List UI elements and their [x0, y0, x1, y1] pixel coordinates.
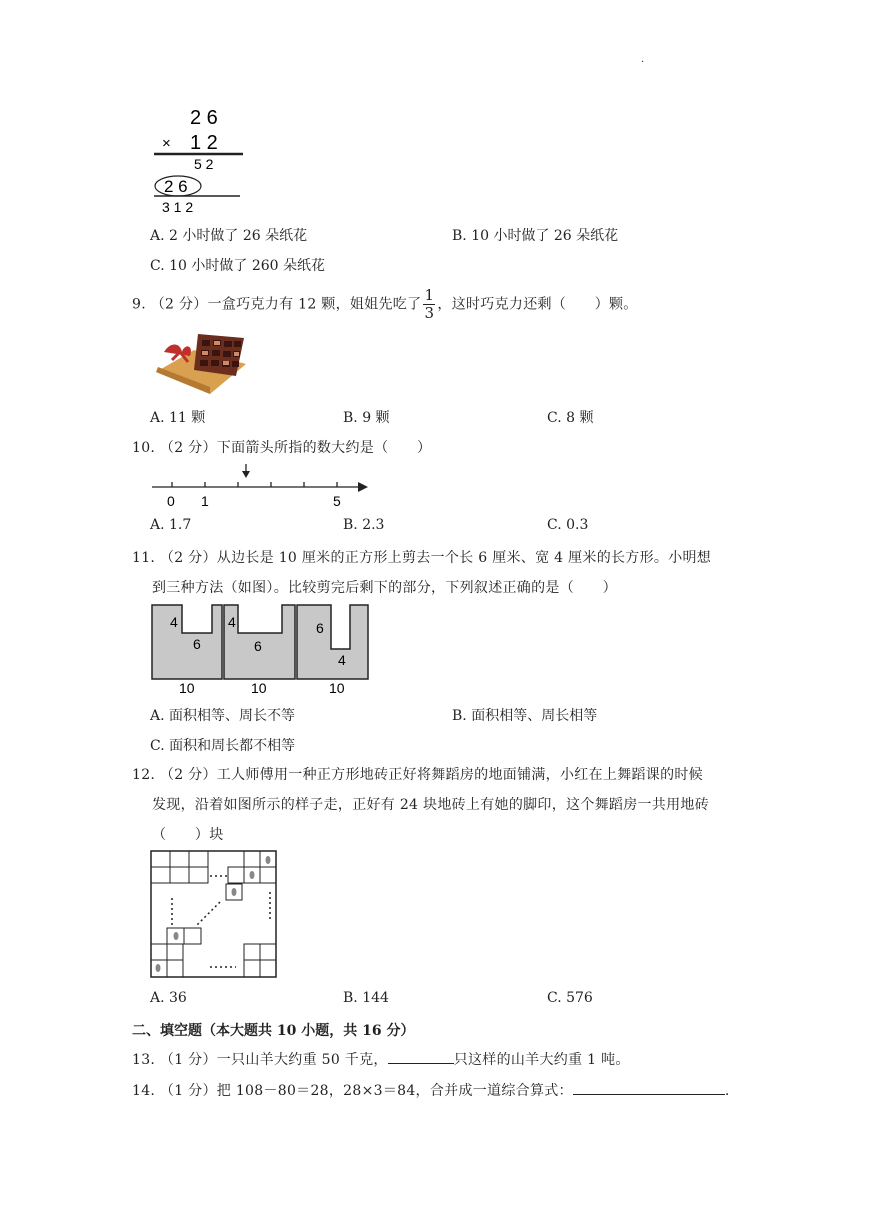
calc-multiplier: 1 2	[190, 132, 218, 154]
calc-multiplicand: 2 6	[190, 107, 218, 129]
label-b-6: 6	[254, 638, 262, 654]
q10-option-a[interactable]: A. 1.7	[150, 517, 192, 533]
q10-option-c[interactable]: C. 0.3	[547, 517, 589, 533]
q11-option-c[interactable]: C. 面积和周长都不相等	[150, 738, 296, 754]
tick-label-1: 1	[201, 493, 209, 509]
q12-option-b[interactable]: B. 144	[343, 990, 389, 1006]
q11-option-a[interactable]: A. 面积相等、周长不等	[150, 708, 296, 724]
q11-option-b[interactable]: B. 面积相等、周长相等	[452, 708, 598, 724]
label-c-6: 6	[316, 620, 324, 636]
q9-option-a[interactable]: A. 11 颗	[150, 410, 206, 426]
q9-fraction	[423, 288, 435, 321]
q12-option-c[interactable]: C. 576	[547, 990, 593, 1006]
q8-option-a[interactable]: A. 2 小时做了 26 朵纸花	[150, 228, 308, 244]
calc-partial-2: 2 6	[164, 177, 188, 196]
q12-option-a[interactable]: A. 36	[150, 990, 187, 1006]
q14-answer-blank[interactable]	[573, 1080, 725, 1095]
q13-text-a: 13. （1 分）一只山羊大约重 50 千克，	[132, 1052, 388, 1068]
q9-text-b: ，这时巧克力还剩（ ）颗。	[437, 296, 638, 313]
q10-text: 10. （2 分）下面箭头所指的数大约是（ ）	[132, 440, 432, 456]
fraction-denominator: 3	[424, 304, 435, 322]
label-c-10: 10	[329, 680, 345, 696]
q8-option-b[interactable]: B. 10 小时做了 26 朵纸花	[452, 228, 619, 244]
q10-option-b[interactable]: B. 2.3	[343, 517, 385, 533]
q14-text-a: 14. （1 分）把 108－80＝28，28×3＝84，合并成一道综合算式：	[132, 1083, 573, 1099]
q13-text	[132, 1049, 630, 1069]
q9-text	[132, 288, 638, 321]
q12-line-3: （ ）块	[152, 827, 224, 843]
q12-line-1: 12. （2 分）工人师傅用一种正方形地砖正好将舞蹈房的地面铺满，小红在上舞蹈课的时候	[132, 767, 703, 783]
chocolate-box-image	[150, 330, 250, 396]
q13-answer-blank[interactable]	[388, 1049, 454, 1064]
q11-line-2: 到三种方法（如图）。比较剪完后剩下的部分，下列叙述正确的是（ ）	[152, 580, 617, 596]
tick-label-5: 5	[333, 493, 341, 509]
q14-text	[132, 1080, 730, 1100]
tick-label-0: 0	[167, 493, 175, 509]
shape-method-3	[297, 605, 368, 679]
fraction-numerator: 1	[424, 286, 435, 304]
section-2-title: 二、填空题（本大题共 10 小题，共 16 分）	[132, 1023, 415, 1039]
calc-partial-1: 5 2	[194, 156, 214, 172]
q9-text-a: 9. （2 分）一盒巧克力有 12 颗，姐姐先吃了	[132, 296, 422, 313]
label-c-4: 4	[338, 652, 346, 668]
corner-mark: .	[641, 54, 645, 65]
label-a-4: 4	[170, 614, 178, 630]
label-a-6: 6	[193, 636, 201, 652]
label-a-10: 10	[179, 680, 195, 696]
calc-result: 3 1 2	[162, 199, 194, 215]
floor-tiles-figure	[150, 850, 278, 980]
down-arrow-icon	[242, 464, 250, 478]
q13-text-b: 只这样的山羊大约重 1 吨。	[453, 1052, 630, 1068]
calc-operator: ×	[162, 135, 171, 152]
q14-text-b: .	[724, 1083, 730, 1099]
q9-option-b[interactable]: B. 9 颗	[343, 410, 390, 426]
shape-method-1	[152, 605, 222, 679]
number-line	[148, 462, 373, 512]
label-b-10: 10	[251, 680, 267, 696]
q11-line-1: 11. （2 分）从边长是 10 厘米的正方形上剪去一个长 6 厘米、宽 4 厘米的长方形。小明想	[132, 550, 712, 566]
cut-squares-figure	[150, 603, 372, 698]
q8-option-c[interactable]: C. 10 小时做了 260 朵纸花	[150, 258, 325, 274]
q12-line-2: 发现，沿着如图所示的样子走，正好有 24 块地砖上有她的脚印，这个舞蹈房一共用地砖	[152, 797, 710, 813]
q9-option-c[interactable]: C. 8 颗	[547, 410, 594, 426]
label-b-4: 4	[228, 614, 236, 630]
multiplication-figure	[150, 100, 250, 218]
